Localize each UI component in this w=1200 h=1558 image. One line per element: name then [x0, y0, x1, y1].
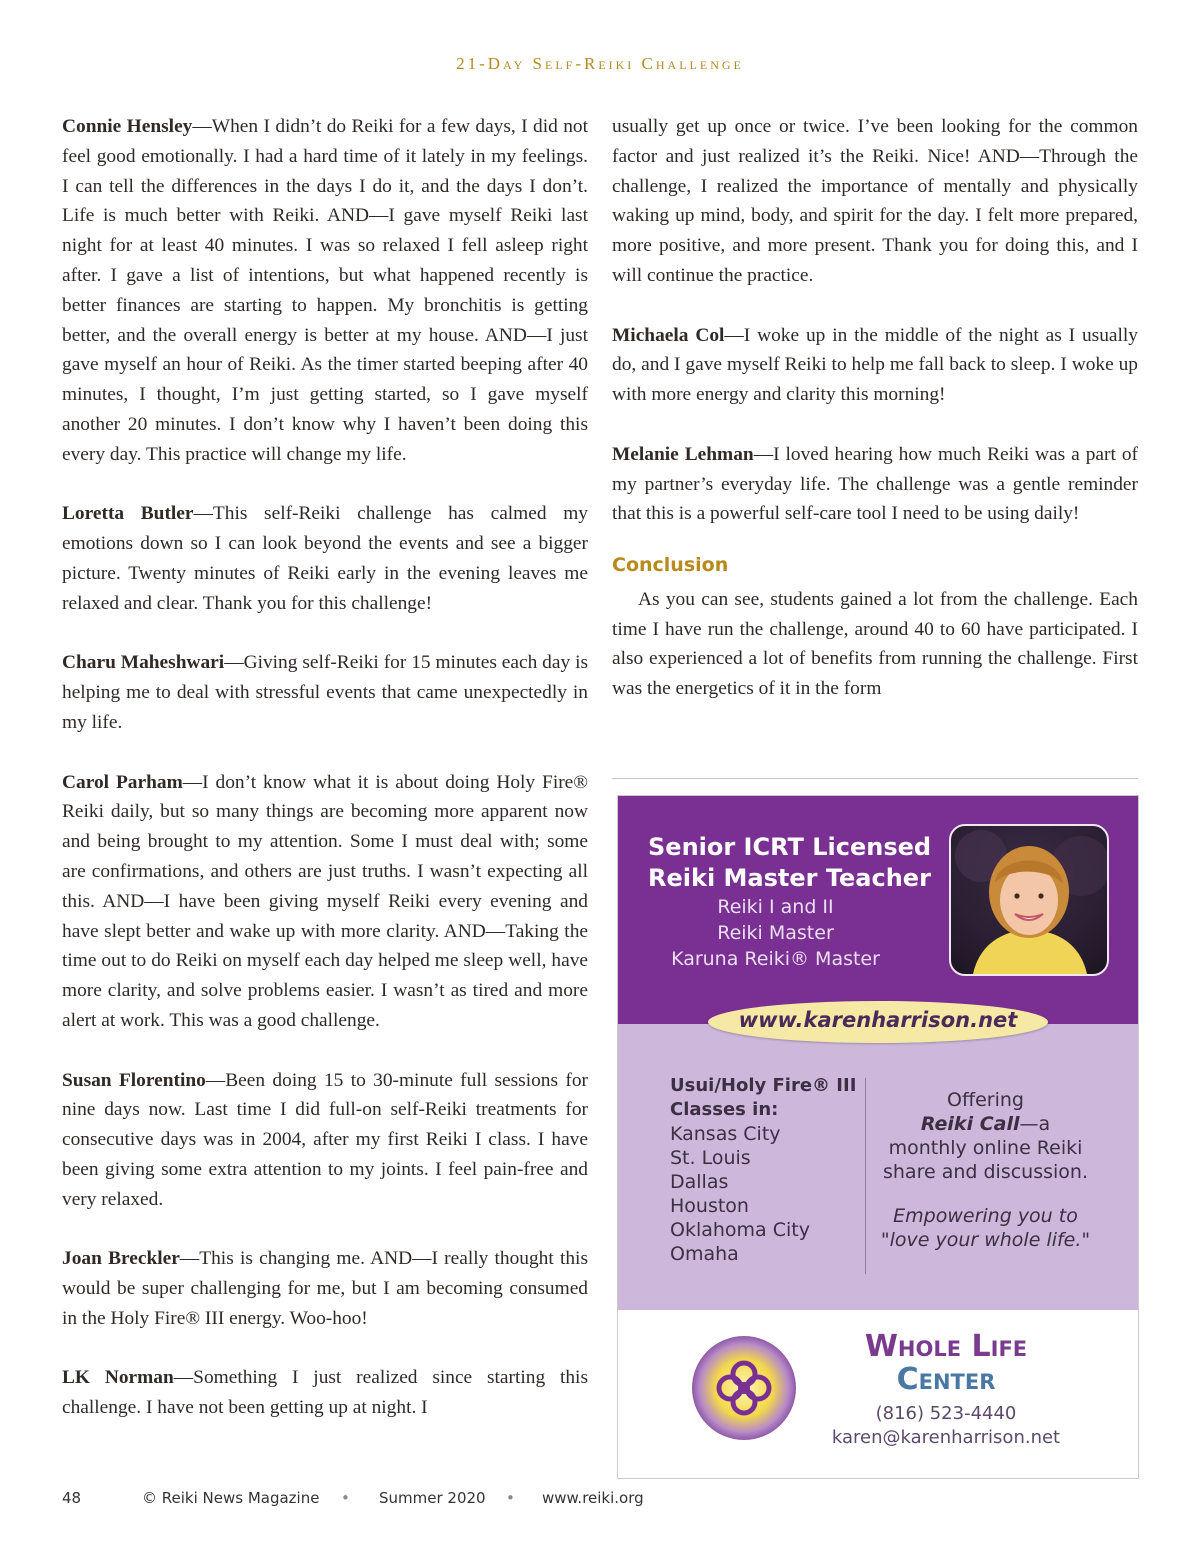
testimonial — [62, 1066, 588, 1215]
city: Oklahoma City — [670, 1219, 810, 1241]
ad-heading-line: Reiki Master Teacher — [648, 864, 931, 892]
email[interactable]: karen@karenharrison.net — [831, 1427, 1061, 1448]
testimonial-text: —Giving self-Reiki for 15 minutes each day is helping me to deal with stressful events that came unexpectedly in my life. — [62, 652, 589, 733]
contact-info — [808, 1402, 1084, 1450]
testimonial-text: —This self-Reiki challenge has calmed my emotions down so I can look beyond the events and see a bigger picture. Twenty minutes of Reiki early in the evening leaves me relaxed and clear. Thank you for this challenge! — [62, 503, 588, 614]
section-heading: Conclusion — [612, 553, 729, 576]
conclusion-paragraph: As you can see, students gained a lot from the challenge. Each time I have run the challenge, around 40 to 60 have participated. I also experienced a lot of benefits from running the challenge. First was the energetics of it in the form — [612, 588, 1138, 700]
testimonial-text: —This is changing me. AND—I really thought this would be super challenging for me, but I am becoming consumed in the Holy Fire® III energy. Woo-hoo! — [62, 1248, 588, 1329]
credential: Reiki I and II — [717, 896, 834, 918]
city: Kansas City — [670, 1123, 781, 1145]
testimonial — [612, 321, 1138, 410]
testimonial-name: Charu Maheshwari — [62, 652, 225, 674]
testimonial-name: Melanie Lehman — [612, 443, 754, 465]
page-number: 48 — [62, 1489, 82, 1507]
testimonial-name: Carol Parham — [62, 771, 183, 793]
reiki-call-suffix: —a — [1019, 1113, 1051, 1135]
running-head: 21-Day Self-Reiki Challenge — [456, 54, 744, 73]
tagline-line: "love your whole life." — [880, 1229, 1091, 1251]
ad-heading-line: Senior ICRT Licensed — [648, 833, 932, 861]
testimonial-text: —Been doing 15 to 30-minute full sessions for nine days now. Last time I did full-on self-Reiki treatments for consecutive days was in 2004, after my first Reiki I class. I have been giving some extra attention to my joints. I feel pain-free and very relaxed. — [62, 1069, 588, 1210]
center-name-line: Center — [896, 1362, 996, 1397]
ad-divider — [865, 1078, 866, 1274]
magazine-credit: © Reiki News Magazine — [142, 1489, 320, 1507]
testimonial-name: Joan Breckler — [62, 1248, 180, 1270]
portrait-icon — [951, 826, 1107, 974]
testimonial — [62, 1363, 588, 1423]
classes-heading: Usui/Holy Fire® III — [670, 1075, 857, 1096]
tagline — [878, 1204, 1093, 1252]
testimonial-text: —I don’t know what it is about doing Holy Fire® Reiki daily, but so many things are becoming more apparent now and being brought to my attention. Some I must deal with; some are confirmations, and others are just truths. I wasn’t expecting all this. AND—I have been giving myself Reiki every evening and have slept better and wake up with more clarity. AND—Taking the time out to do Reiki on myself each day helped me sleep well, have more clarity, and solve problems easier. I wasn’t as tired and more alert at work. This was a good challenge. — [62, 771, 588, 1031]
ad-website-link[interactable]: www.karenharrison.net — [738, 1008, 1018, 1032]
offering-label: Offering — [947, 1089, 1024, 1111]
testimonial — [62, 112, 588, 470]
credential: Reiki Master — [717, 922, 834, 944]
mandala-logo-icon — [692, 1336, 796, 1440]
testimonial-name: Susan Florentino — [62, 1069, 206, 1091]
testimonial-text: —Something I just realized since starting this challenge. I have not been getting up at night. I — [62, 1367, 588, 1419]
class-list — [670, 1074, 856, 1266]
offering-block — [878, 1088, 1093, 1252]
site-link[interactable]: www.reiki.org — [542, 1489, 644, 1507]
ad-heading — [648, 832, 931, 894]
credential: Karuna Reiki® Master — [671, 948, 880, 970]
testimonial-name: Connie Hensley — [62, 116, 193, 137]
tagline-line: Empowering you to — [893, 1205, 1078, 1227]
divider — [612, 778, 1138, 779]
center-name — [828, 1330, 1064, 1396]
testimonial-name: LK Norman — [62, 1367, 174, 1389]
right-column — [612, 112, 1138, 734]
city: Dallas — [670, 1171, 729, 1193]
ad-credentials — [648, 894, 903, 972]
testimonial — [62, 768, 588, 1036]
testimonial-name: Loretta Butler — [62, 503, 194, 525]
left-column — [62, 112, 588, 1453]
advertisement[interactable] — [617, 795, 1139, 1479]
reiki-call-line — [878, 1112, 1093, 1136]
reiki-call-title: Reiki Call — [920, 1113, 1020, 1135]
issue-date: Summer 2020 — [379, 1489, 486, 1507]
testimonial-text: —I woke up in the middle of the night as I usually do, and I gave myself Reiki to help me fall back to sleep. I woke up with more energy and clarity this morning! — [612, 324, 1138, 406]
footer-bullet: • — [506, 1489, 515, 1507]
testimonial — [62, 499, 588, 618]
testimonial-name: Michaela Col — [612, 324, 725, 346]
city: St. Louis — [670, 1147, 751, 1169]
teacher-photo — [949, 824, 1109, 976]
testimonial — [612, 440, 1138, 529]
offering-desc: share and discussion. — [882, 1161, 1088, 1183]
classes-heading: Classes in: — [670, 1099, 779, 1120]
city: Omaha — [670, 1243, 739, 1265]
city: Houston — [670, 1195, 749, 1217]
phone[interactable]: (816) 523-4440 — [875, 1403, 1017, 1424]
footer-bullet: • — [341, 1489, 350, 1507]
offering-desc: monthly online Reiki — [888, 1137, 1083, 1159]
testimonial — [62, 1244, 588, 1333]
testimonial-continuation: usually get up once or twice. I’ve been looking for the common factor and just realized it’s the Reiki. Nice! AND—Through the challenge, I realized the importance of mentally and physically waking up mind, body, and spirit for the day. I felt more prepared, more positive, and more present. Thank you for doing this, and I will continue the practice. — [612, 116, 1138, 286]
testimonial — [62, 648, 588, 737]
center-name-line: Whole Life — [864, 1329, 1028, 1364]
testimonial-text: —When I didn’t do Reiki for a few days, I did not feel good emotionally. I had a hard time of it lately in my feelings. I can tell the differences in the days I do it, and the days I don’t. Life is much better with Reiki. AND—I gave myself Reiki last night for at least 40 minutes. I was so relaxed I fell asleep right after. I gave a list of intentions, but what happened recently is better finances are starting to happen. My bronchitis is getting better, and the overall energy is better at my house. AND—I just gave myself an hour of Reiki. As the timer started beeping after 40 minutes, I thought, I’m just getting started, so I gave myself another 20 minutes. I don’t know why I haven’t been doing this every day. This practice will change my life. — [62, 116, 588, 465]
testimonial-text: —I loved hearing how much Reiki was a part of my partner’s everyday life. The challenge was a gentle reminder that this is a powerful self-care tool I need to be using daily! — [612, 443, 1139, 525]
